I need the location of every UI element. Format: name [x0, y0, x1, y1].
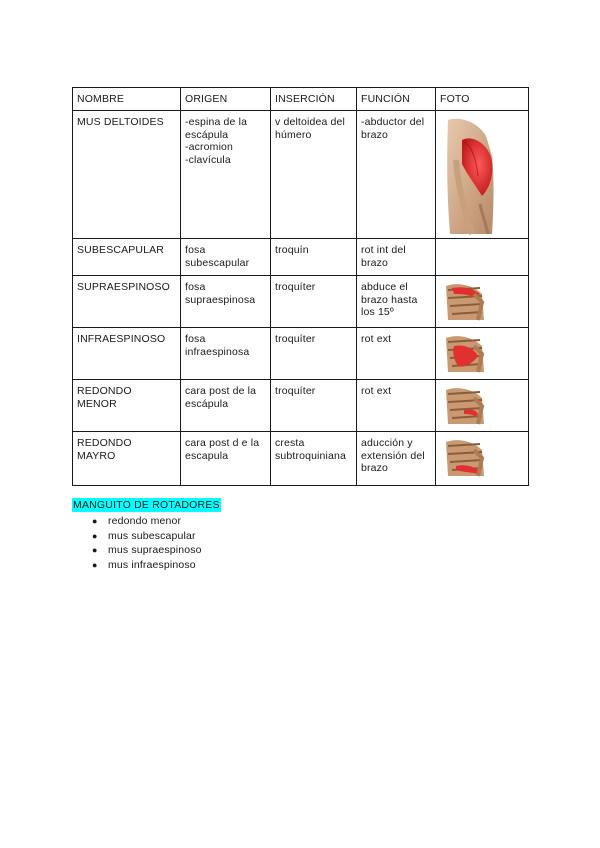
header-funcion: FUNCIÓN: [357, 88, 436, 111]
header-insercion: INSERCIÓN: [271, 88, 357, 111]
cell-line: troquín: [275, 244, 309, 256]
cell-funcion: [357, 276, 436, 328]
cell-funcion: [357, 239, 436, 276]
bullet-icon: ●: [92, 516, 98, 526]
cell-line: -abductor del: [361, 116, 425, 128]
cell-line: INFRAESPINOSO: [77, 333, 166, 345]
cell-line: REDONDO: [77, 385, 132, 397]
table-row: [73, 328, 529, 380]
list-item: [92, 514, 221, 529]
table-row: [73, 239, 529, 276]
cell-nombre: [73, 111, 181, 239]
list-item-label: mus supraespinoso: [108, 544, 202, 556]
cell-insercion: [271, 276, 357, 328]
cell-funcion: [357, 380, 436, 432]
cell-insercion: [271, 432, 357, 486]
cell-line: fosa: [185, 333, 206, 345]
cell-origen: [181, 380, 271, 432]
table-header-row: [73, 88, 529, 111]
cell-foto: [436, 380, 529, 432]
rotator-cuff-section: [72, 498, 221, 572]
cell-origen: [181, 328, 271, 380]
list-item: [92, 529, 221, 544]
cell-funcion: [357, 432, 436, 486]
cell-line: extensión del: [361, 449, 425, 462]
list-item-label: redondo menor: [108, 515, 182, 527]
header-foto: FOTO: [436, 88, 529, 111]
bullet-icon: ●: [92, 545, 98, 555]
cell-line: los 15º: [361, 306, 394, 318]
cell-nombre: [73, 380, 181, 432]
header-origen: ORIGEN: [181, 88, 271, 111]
table-row: [73, 432, 529, 486]
cell-line: rot int del: [361, 244, 406, 256]
cell-line: rot ext: [361, 333, 392, 345]
cell-line: -acromion: [185, 141, 234, 153]
cell-origen: [181, 432, 271, 486]
cell-line: MENOR: [77, 397, 117, 410]
cell-insercion: [271, 111, 357, 239]
cell-insercion: [271, 239, 357, 276]
cell-line: cresta: [275, 437, 305, 449]
cell-line: troquíter: [275, 385, 316, 397]
table-row: [73, 380, 529, 432]
cell-line: escápula: [185, 128, 229, 141]
cell-line: aducción y: [361, 437, 413, 449]
infraspinatus-image: [442, 332, 486, 374]
cell-origen: [181, 276, 271, 328]
cell-line: -espina de la: [185, 116, 248, 128]
cell-nombre: [73, 432, 181, 486]
cell-line: subtroquiniana: [275, 449, 346, 462]
cell-nombre: [73, 328, 181, 380]
cell-line: abduce el: [361, 281, 408, 293]
cell-line: escapula: [185, 449, 229, 462]
cell-line: troquíter: [275, 333, 316, 345]
cell-nombre: [73, 239, 181, 276]
cell-line: infraespinosa: [185, 345, 250, 358]
cell-line: v deltoidea del: [275, 116, 345, 128]
table-row: [73, 276, 529, 328]
cell-line: REDONDO: [77, 437, 132, 449]
deltoid-shoulder-image: [442, 116, 500, 236]
list-item-label: mus infraespinoso: [108, 558, 196, 571]
teres-minor-image: [442, 384, 486, 426]
cell-line: brazo: [361, 256, 389, 269]
list-item: [92, 558, 221, 573]
bullet-icon: ●: [92, 559, 98, 570]
list-item: [92, 543, 221, 558]
cell-line: subescapular: [185, 256, 250, 269]
cell-insercion: [271, 380, 357, 432]
cell-line: fosa: [185, 281, 206, 293]
cell-funcion: [357, 111, 436, 239]
cell-nombre: [73, 276, 181, 328]
cell-line: escápula: [185, 397, 229, 410]
cell-foto: [436, 328, 529, 380]
supraspinatus-image: [442, 280, 486, 322]
table-row: [73, 111, 529, 239]
cell-line: MUS DELTOIDES: [77, 116, 164, 128]
cell-foto: [436, 111, 529, 239]
header-nombre: NOMBRE: [73, 88, 181, 111]
cell-origen: [181, 239, 271, 276]
cell-line: troquíter: [275, 281, 316, 293]
cell-line: fosa: [185, 244, 206, 256]
cell-origen: [181, 111, 271, 239]
cell-foto-empty: [436, 239, 529, 276]
cell-foto: [436, 276, 529, 328]
cell-line: SUBESCAPULAR: [77, 244, 164, 256]
cell-line: -clavícula: [185, 153, 231, 166]
cell-line: brazo: [361, 462, 389, 474]
list-item-label: mus subescapular: [108, 529, 196, 542]
cell-line: cara post d e la: [185, 437, 260, 449]
cell-line: MAYRO: [77, 449, 116, 462]
bullet-icon: ●: [92, 530, 98, 541]
cell-line: rot ext: [361, 385, 392, 397]
rotator-cuff-list: [72, 514, 221, 572]
cell-line: brazo hasta: [361, 293, 418, 306]
cell-line: húmero: [275, 128, 312, 141]
cell-line: SUPRAESPINOSO: [77, 281, 170, 293]
cell-line: cara post de la: [185, 385, 257, 397]
cell-line: supraespinosa: [185, 293, 256, 306]
cell-foto: [436, 432, 529, 486]
cell-line: brazo: [361, 128, 389, 141]
rotator-cuff-title: MANGUITO DE ROTADORES: [73, 499, 220, 511]
teres-major-image: [442, 436, 486, 478]
cell-insercion: [271, 328, 357, 380]
muscle-table: [72, 87, 529, 486]
cell-funcion: [357, 328, 436, 380]
